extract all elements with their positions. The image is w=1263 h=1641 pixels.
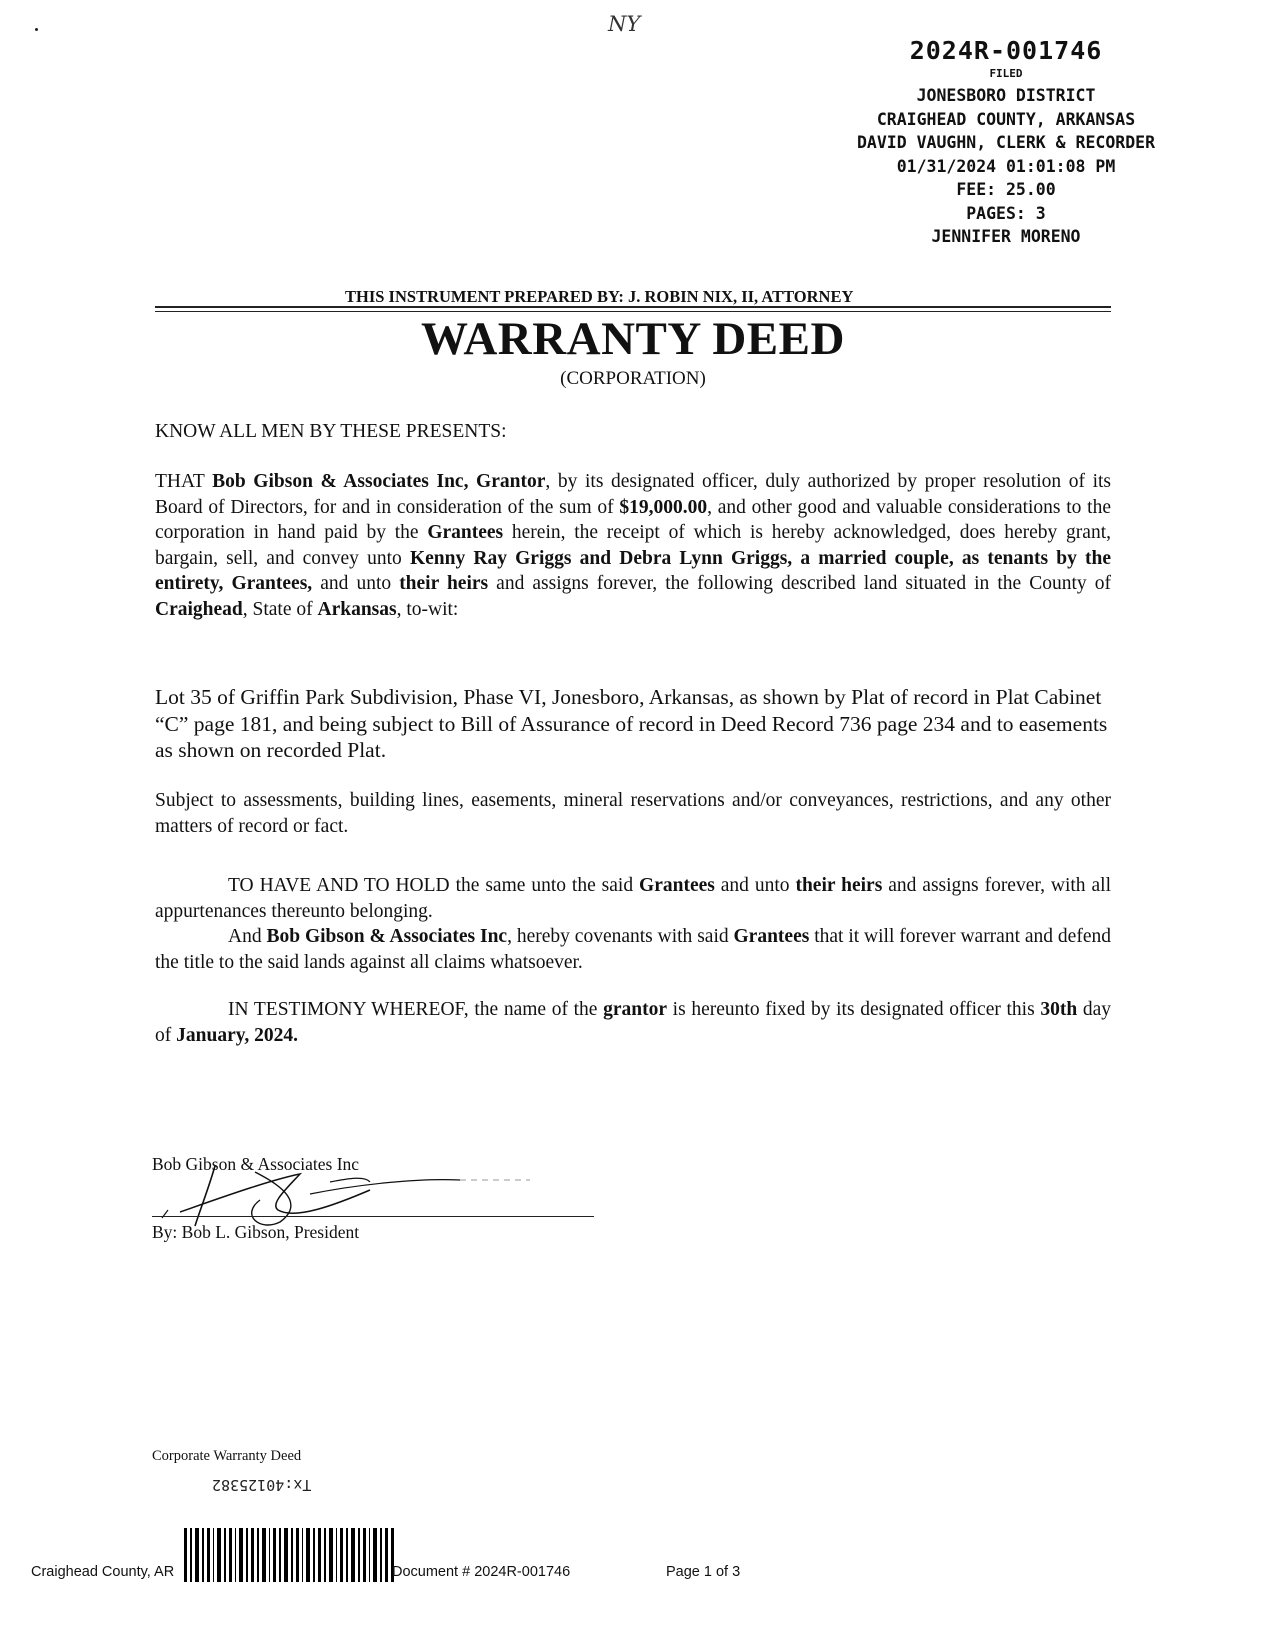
document-subtitle: (CORPORATION) <box>560 368 706 389</box>
stamp-clerk: DAVID VAUGHN, CLERK & RECORDER <box>856 133 1155 152</box>
signature-line <box>152 1216 594 1217</box>
filed-label: FILED <box>989 67 1023 80</box>
stamp-fee: FEE: 25.00 <box>956 180 1056 199</box>
subject-to-clause: Subject to assessments, building lines, easements, mineral reservations and/or conveyances, restrictions, and any other matters of record or fact. <box>155 790 1111 837</box>
stamp-clerk-deputy: JENNIFER MORENO <box>931 227 1081 246</box>
consideration-amount: $19,000.00 <box>619 496 708 518</box>
grantees-names: Kenny Ray Griggs and Debra Lynn Griggs, a married couple, as tenants by the entirety, Grantees, <box>155 547 1111 594</box>
habendum-and-covenant <box>155 873 1111 975</box>
testimony-clause: IN TESTIMONY WHEREOF, the name of the grantor is hereunto fixed by its designated officer this 30th day of January, 2024. <box>155 999 1112 1046</box>
legal-description: Lot 35 of Griffin Park Subdivision, Phase VI, Jonesboro, Arkansas, as shown by Plat of record in Plat Cabinet “C” page 181, and being subject to Bill of Assurance of record in Deed Record 736 page 234 and to easements as shown on recorded Plat. <box>155 685 1108 762</box>
stamp-datetime: 01/31/2024 01:01:08 PM <box>896 156 1116 176</box>
opening-clause: KNOW ALL MEN BY THESE PRESENTS: <box>155 421 507 442</box>
execution-date: January, 2024. <box>176 1024 299 1046</box>
handwritten-note: NY <box>608 12 641 36</box>
handwritten-signature <box>160 1160 560 1230</box>
execution-day: 30th <box>1040 999 1078 1020</box>
scan-speck <box>35 28 38 31</box>
covenant-clause: And Bob Gibson & Associates Inc, hereby covenants with said Grantees that it will forever warrant and defend the title to the said lands against all claims whatsoever. <box>155 926 1111 973</box>
signature-company: Bob Gibson & Associates Inc <box>152 1154 360 1174</box>
conveyance-paragraph: THAT Bob Gibson & Associates Inc, Grantor, by its designated officer, duly authorized by proper resolution of its Board of Directors, for and in consideration of the sum of $19,000.00, and other good and valuable considerations to the corporation in hand paid by the Grantees herein, the receipt of which is hereby acknowledged, does hereby grant, bargain, sell, and convey unto Kenny Ray Griggs and Debra Lynn Griggs, a married couple, as tenants by the entirety, Grantees, and unto their heirs and assigns forever, the following described land situated in the County of Craighead, State of Arkansas, to-wit: <box>155 471 1112 620</box>
barcode-code: Tx:40125382 <box>212 1476 312 1494</box>
footer-page-number: Page 1 of 3 <box>666 1564 741 1580</box>
document-title: WARRANTY DEED <box>421 313 845 365</box>
footer-county: Craighead County, AR <box>31 1564 175 1580</box>
recording-stamp <box>825 36 1187 249</box>
prepared-by: THIS INSTRUMENT PREPARED BY: J. ROBIN NIX, II, ATTORNEY <box>345 287 854 306</box>
document-number: 2024R-001746 <box>909 36 1103 65</box>
footer-document-number: Document # 2024R-001746 <box>392 1564 571 1580</box>
signer-name-title: By: Bob L. Gibson, President <box>152 1222 360 1242</box>
state-name: Arkansas <box>317 598 397 620</box>
header-rule <box>155 306 1111 308</box>
barcode-icon <box>184 1528 394 1582</box>
county-name: Craighead <box>155 598 243 620</box>
stamp-county: CRAIGHEAD COUNTY, ARKANSAS <box>876 109 1136 129</box>
habendum-clause: TO HAVE AND TO HOLD the same unto the said Grantees and unto their heirs and assigns forever, with all appurtenances thereunto belonging. <box>155 875 1111 922</box>
grantor-name: Bob Gibson & Associates Inc, Grantor <box>212 471 546 492</box>
form-label: Corporate Warranty Deed <box>152 1448 302 1464</box>
stamp-district: JONESBORO DISTRICT <box>916 86 1096 105</box>
stamp-pages: PAGES: 3 <box>966 203 1046 223</box>
